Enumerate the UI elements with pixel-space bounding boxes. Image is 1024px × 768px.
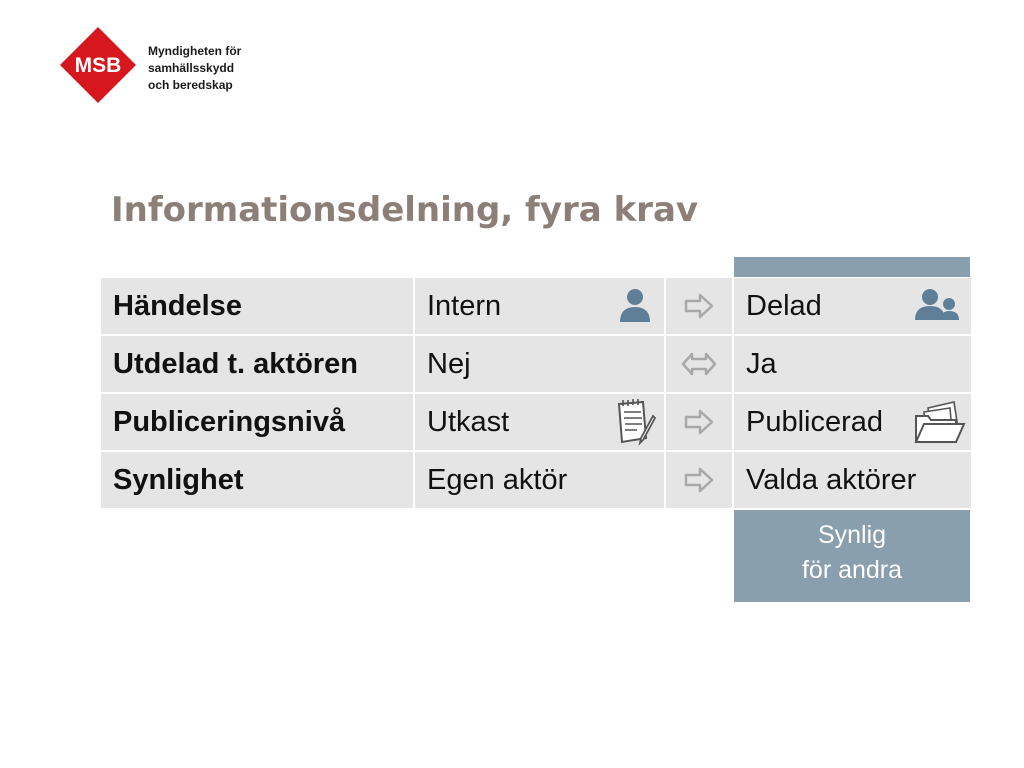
from-state-cell <box>415 452 664 508</box>
from-state: Utkast <box>427 406 510 438</box>
open-folder-icon <box>914 398 966 446</box>
highlight-column-top <box>734 257 970 277</box>
bidirectional-arrow-icon <box>681 350 717 378</box>
from-state: Nej <box>427 348 471 380</box>
visible-to-others-box <box>734 510 970 602</box>
from-state: Egen aktör <box>427 464 568 496</box>
visible-to-others-caption <box>734 518 970 588</box>
row-label: Synlighet <box>113 464 244 496</box>
from-state: Intern <box>427 290 502 322</box>
row-label-cell <box>101 394 413 450</box>
arrow-cell <box>666 394 732 450</box>
arrow-cell <box>666 336 732 392</box>
msb-logo <box>58 25 258 105</box>
row-label: Publiceringsnivå <box>113 406 346 438</box>
notepad-icon <box>613 398 659 446</box>
logo-wordmark <box>148 43 241 94</box>
to-state-cell <box>734 336 971 392</box>
row-label-cell <box>101 336 413 392</box>
arrow-cell <box>666 278 732 334</box>
to-state-cell <box>734 278 971 334</box>
logo-line-3: och beredskap <box>148 78 233 92</box>
to-state: Ja <box>746 348 777 380</box>
caption-line-1: Synlig <box>817 521 887 549</box>
person-icon <box>615 286 655 326</box>
msb-logo-mark <box>58 25 138 105</box>
to-state: Publicerad <box>746 406 884 438</box>
right-arrow-icon <box>684 466 714 494</box>
slide-title: Informationsdelning, fyra krav <box>111 190 699 230</box>
row-label-cell <box>101 278 413 334</box>
from-state-cell <box>415 394 664 450</box>
people-icon <box>914 286 960 326</box>
row-label: Händelse <box>113 290 242 322</box>
arrow-cell <box>666 452 732 508</box>
from-state-cell <box>415 278 664 334</box>
to-state: Delad <box>746 290 822 322</box>
row-label-cell <box>101 452 413 508</box>
from-state-cell <box>415 336 664 392</box>
right-arrow-icon <box>684 292 714 320</box>
caption-line-2: för andra <box>801 556 903 584</box>
to-state-cell <box>734 452 971 508</box>
to-state: Valda aktörer <box>746 464 917 496</box>
logo-line-1: Myndigheten för <box>148 44 242 58</box>
right-arrow-icon <box>684 408 714 436</box>
row-label: Utdelad t. aktören <box>113 348 358 380</box>
logo-line-2: samhällsskydd <box>148 61 235 75</box>
msb-logo-abbr: MSB <box>74 54 122 77</box>
to-state-cell <box>734 394 971 450</box>
